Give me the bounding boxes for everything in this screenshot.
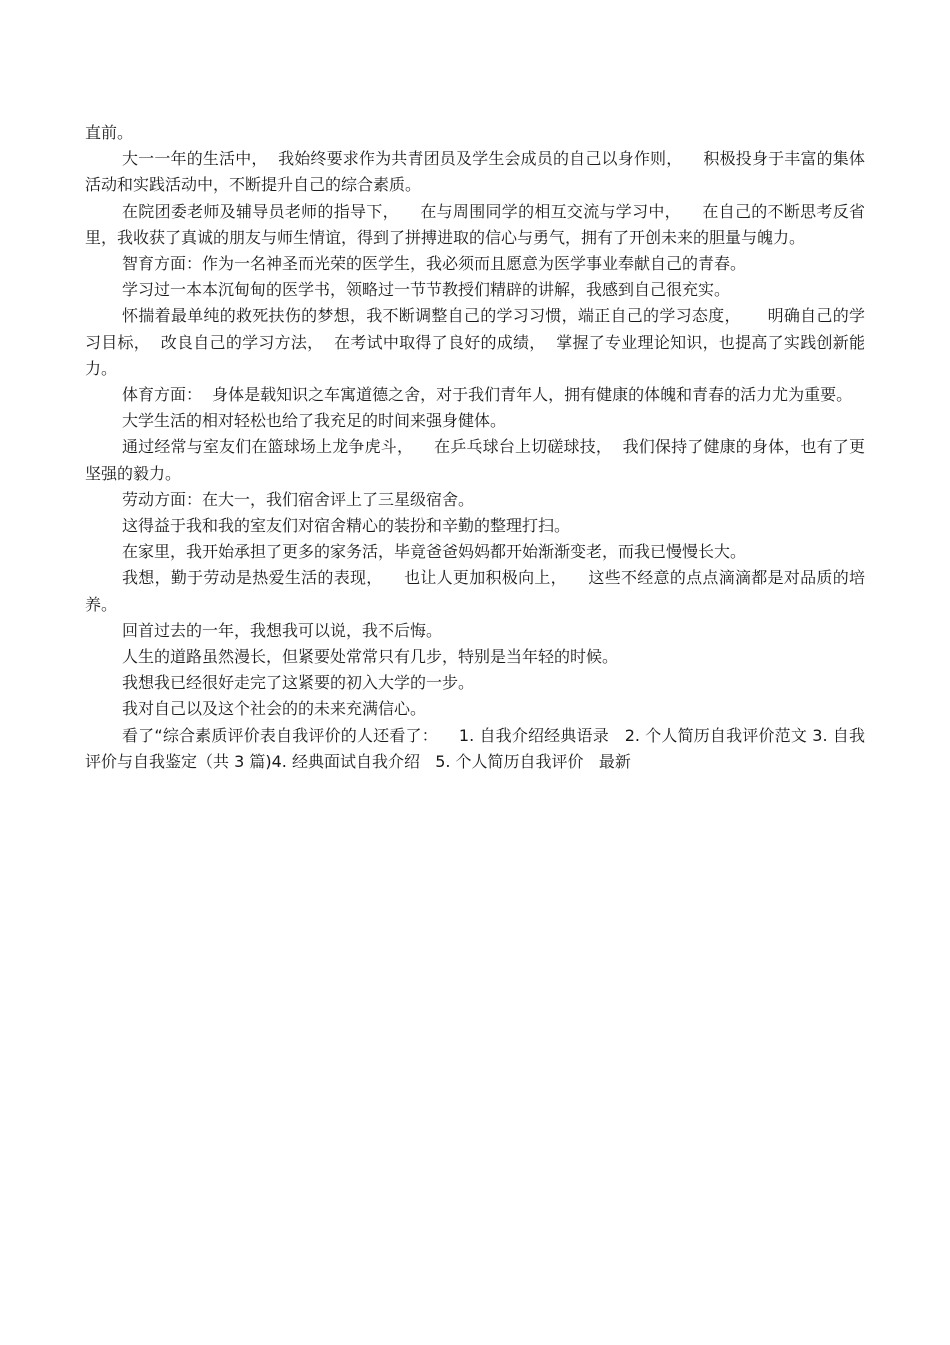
- paragraph: 大学生活的相对轻松也给了我充足的时间来强身健体。: [122, 411, 507, 431]
- paragraph: 体育方面： 身体是载知识之车寓道德之舍，对于我们青年人，拥有健康的体魄和青春的活力尤为重要。: [122, 385, 853, 405]
- paragraph: 学习过一本本沉甸甸的医学书，领略过一节节教授们精辟的讲解，我感到自己很充实。: [122, 280, 731, 300]
- paragraph: 人生的道路虽然漫长，但紧要处常常只有几步，特别是当年轻的时候。: [122, 647, 619, 667]
- paragraph: 在院团委老师及辅导员老师的指导下， 在与周围同学的相互交流与学习中， 在自己的不断思考反省里，我收获了真诚的朋友与师生情谊，得到了拼搏进取的信心与勇气，拥有了开创未来的胆量与魄力。: [85, 201, 865, 247]
- paragraph: 大一一年的生活中， 我始终要求作为共青团员及学生会成员的自己以身作则， 积极投身于丰富的集体活动和实践活动中，不断提升自己的综合素质。: [85, 149, 865, 195]
- paragraph: 劳动方面：在大一，我们宿舍评上了三星级宿舍。: [122, 489, 475, 509]
- paragraph: 怀揣着最单纯的救死扶伤的梦想，我不断调整自己的学习习惯，端正自己的学习态度， 明确自己的学习目标， 改良自己的学习方法， 在考试中取得了良好的成绩， 掌握了专业理论知识，也提高了实践创新能力。: [85, 306, 865, 378]
- paragraph: 看了“综合素质评价表自我评价的人还看了： 1. 自我介绍经典语录 2. 个人简历自我评价范文 3. 自我评价与自我鉴定（共 3 篇)4. 经典面试自我介绍 5. 个人简历自我评价 最新: [85, 725, 865, 771]
- paragraph: 回首过去的一年，我想我可以说，我不后悔。: [122, 620, 443, 640]
- paragraph: 我想我已经很好走完了这紧要的初入大学的一步。: [122, 673, 475, 693]
- paragraph: 我想，勤于劳动是热爱生活的表现， 也让人更加积极向上， 这些不经意的点点滴滴都是对品质的培养。: [85, 568, 865, 614]
- paragraph: 通过经常与室友们在篮球场上龙争虎斗， 在乒乓球台上切磋球技， 我们保持了健康的身体，也有了更坚强的毅力。: [85, 437, 865, 483]
- paragraph: 智育方面：作为一名神圣而光荣的医学生，我必须而且愿意为医学事业奉献自己的青春。: [122, 254, 747, 274]
- paragraph: 在家里，我开始承担了更多的家务活，毕竟爸爸妈妈都开始渐渐变老，而我已慢慢长大。: [122, 542, 747, 562]
- paragraph: 这得益于我和我的室友们对宿舍精心的装扮和辛勤的整理打扫。: [122, 516, 571, 536]
- paragraph: 我对自己以及这个社会的的未来充满信心。: [122, 699, 427, 719]
- paragraph: 直前。: [85, 123, 134, 142]
- document-body: [85, 120, 865, 775]
